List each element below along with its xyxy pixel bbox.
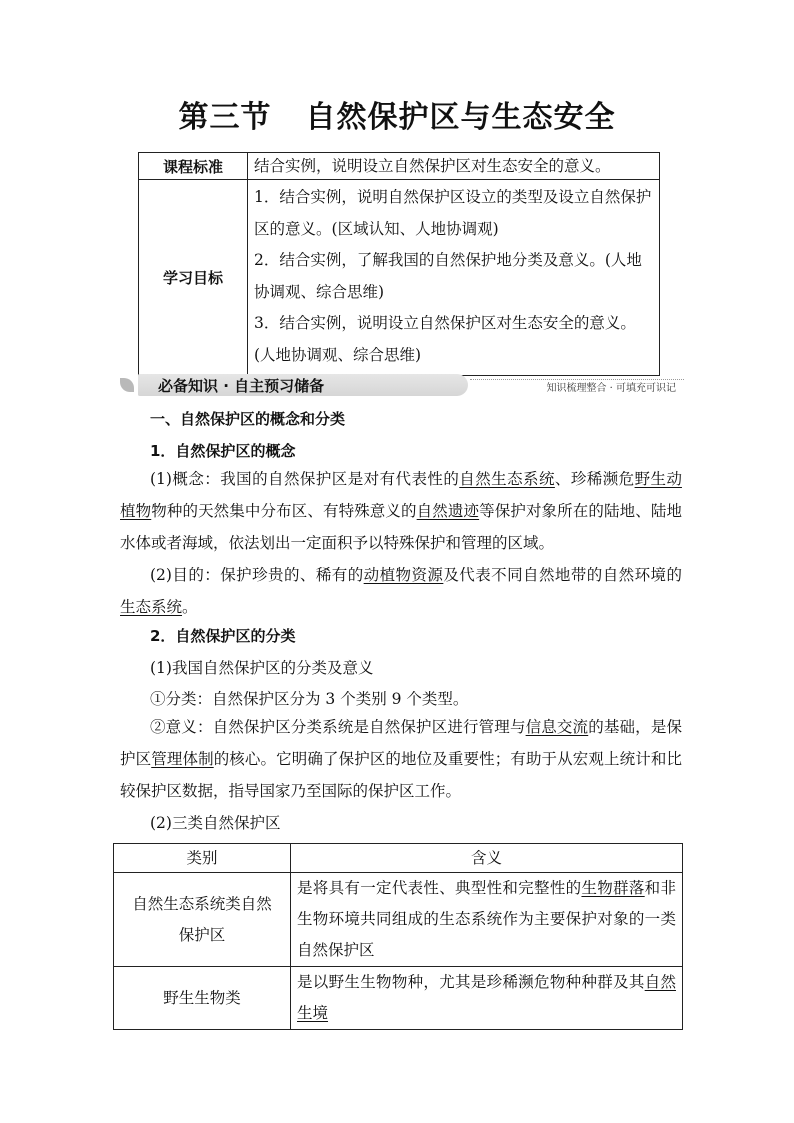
- category-cell: 自然生态系统类自然保护区: [114, 873, 291, 967]
- blank-answer: 管理体制: [151, 750, 214, 768]
- section-band: [118, 374, 684, 396]
- blank-answer: 野生动植物: [120, 470, 682, 520]
- blank-answer: 动植物资源: [363, 566, 444, 584]
- table-row: [114, 873, 683, 967]
- leaf-icon: [120, 378, 134, 392]
- section-band-note: 知识梳理整合 · 可填充可识记: [546, 383, 676, 394]
- goals-header: 学习目标: [139, 180, 248, 376]
- goals-row: [139, 180, 660, 376]
- column-header-meaning: 含义: [291, 844, 683, 873]
- table-row: [114, 967, 683, 1030]
- blank-answer: 生物群落: [581, 879, 645, 897]
- paragraph-classes: ①分类：自然保护区分为 3 个类别 9 个类型。: [150, 690, 469, 708]
- subheading-classification: 2．自然保护区的分类: [150, 627, 296, 645]
- goal-item: 2．结合实例，了解我国的自然保护地分类及意义。(人地协调观、综合思维): [254, 251, 642, 301]
- goals-content: [248, 180, 660, 376]
- meaning-cell: 是将具有一定代表性、典型性和完整性的生物群落和非生物环境共同组成的生态系统作为主要保护对象的一类自然保护区: [291, 873, 683, 967]
- blank-answer: 生态系统: [120, 598, 183, 616]
- goal-tag: (人地协调观、综合思维): [254, 251, 642, 301]
- section-number: 第三节: [178, 100, 272, 135]
- goal-item: 3．结合实例，说明设立自然保护区对生态安全的意义。(人地协调观、综合思维): [254, 314, 636, 364]
- reserve-types-table: [113, 843, 683, 1030]
- blank-answer: 自然遗迹: [416, 502, 480, 520]
- subheading-classification-meaning: (1)我国自然保护区的分类及意义: [150, 659, 374, 677]
- subheading-concept: 1．自然保护区的概念: [150, 442, 296, 460]
- standards-content: 结合实例，说明设立自然保护区对生态安全的意义。: [248, 153, 660, 180]
- goal-item: 1．结合实例，说明自然保护区设立的类型及设立自然保护区的意义。(区域认知、人地协调观): [254, 188, 652, 238]
- column-header-category: 类别: [114, 844, 291, 873]
- page-title: [0, 92, 794, 136]
- standards-header: 课程标准: [139, 153, 248, 180]
- blank-answer: 自然生境: [297, 973, 676, 1022]
- section-title: 自然保护区与生态安全: [305, 100, 616, 135]
- curriculum-standards-table: [138, 152, 660, 376]
- subheading-three-types: (2)三类自然保护区: [150, 814, 281, 832]
- standards-row: [139, 153, 660, 180]
- section-band-label: 必备知识 · 自主预习储备: [158, 377, 325, 395]
- blank-answer: 信息交流: [525, 718, 589, 736]
- blank-answer: 自然生态系统: [459, 470, 555, 488]
- paragraph-purpose: (2)目的：保护珍贵的、稀有的动植物资源及代表不同自然地带的自然环境的生态系统。: [120, 566, 682, 616]
- heading-concept-classification: 一、自然保护区的概念和分类: [150, 410, 346, 428]
- category-cell: 野生生物类: [114, 967, 291, 1030]
- goal-tag: (区域认知、人地协调观): [331, 219, 499, 238]
- goal-tag: (人地协调观、综合思维): [254, 345, 422, 364]
- paragraph-concept: (1)概念：我国的自然保护区是对有代表性的自然生态系统、珍稀濒危野生动植物物种的天然集中分布区、有特殊意义的自然遗迹等保护对象所在的陆地、陆地水体或者海域，依法划出一定面积予以特殊保护和管理的区域。: [120, 470, 682, 552]
- meaning-cell: 是以野生生物物种，尤其是珍稀濒危物种种群及其自然生境: [291, 967, 683, 1030]
- table-header-row: [114, 844, 683, 873]
- paragraph-significance: ②意义：自然保护区分类系统是自然保护区进行管理与信息交流的基础，是保护区管理体制的核心。它明确了保护区的地位及重要性；有助于从宏观上统计和比较保护区数据，指导国家乃至国际的保护区工作。: [120, 718, 682, 800]
- section-band-tab: [138, 374, 468, 396]
